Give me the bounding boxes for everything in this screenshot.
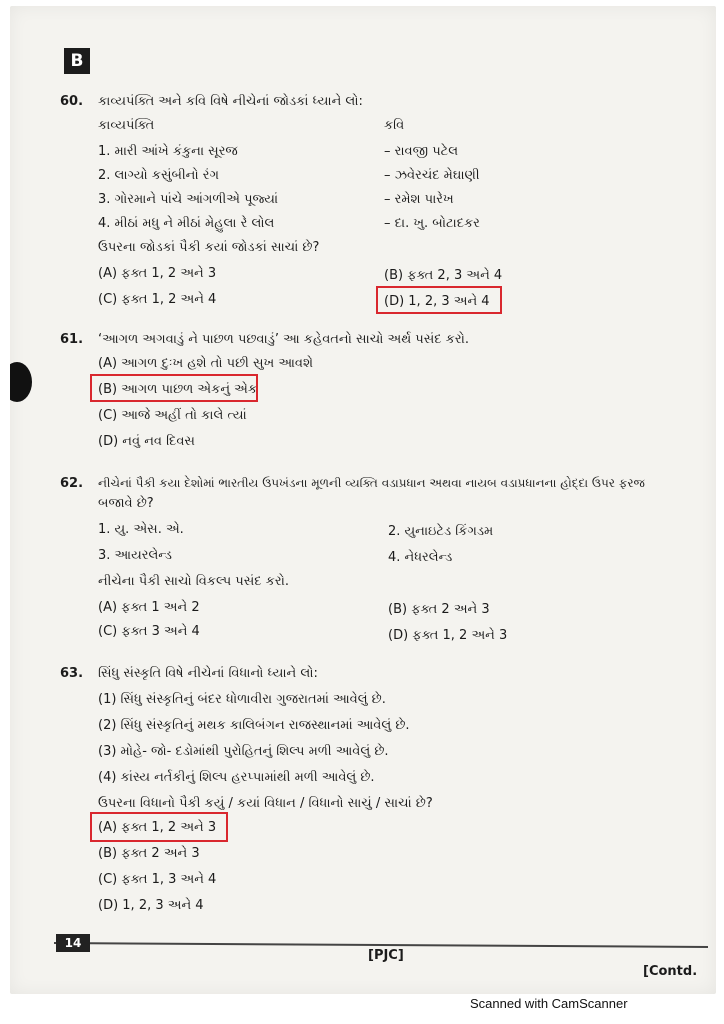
q60-text: કાવ્યપંક્તિ અને કવિ વિષે નીચેનાં જોડકાં ધ્યાને લો: — [98, 94, 363, 109]
q61-option-b[interactable]: (B) આગળ પાછળ એકનું એક — [98, 382, 258, 397]
q60-col1-head: કાવ્યપંક્તિ — [98, 118, 155, 133]
q63-text: સિંધુ સંસ્કૃતિ વિષે નીચેનાં વિધાનો ધ્યાને લો: — [98, 666, 318, 681]
q61-option-c[interactable]: (C) આજે અહીં તો કાલે ત્યાં — [98, 408, 247, 423]
q62-option-d[interactable]: (D) ફક્ત 1, 2 અને 3 — [388, 628, 508, 643]
q62-text-line2: બજાવે છે? — [98, 496, 154, 511]
q60-col2-head: કવિ — [384, 118, 405, 133]
q62-option-a[interactable]: (A) ફક્ત 1 અને 2 — [98, 600, 200, 615]
q60-line-4: 4. મીઠાં મધુ ને મીઠાં મેહુલા રે લોલ — [98, 216, 275, 231]
q60-option-c[interactable]: (C) ફક્ત 1, 2 અને 4 — [98, 292, 217, 307]
q63-answer-box — [90, 812, 228, 842]
q61-number: 61. — [60, 332, 84, 347]
q62-item-4: 4. નેધરલેન્ડ — [388, 550, 453, 565]
q63-prompt: ઉપરના વિધાનો પૈકી કયું / કયાં વિધાન / વિધાનો સાચું / સાચાં છે? — [98, 796, 433, 811]
q60-poet-4: – દા. ખુ. બોટાદકર — [384, 216, 480, 231]
q60-poet-2: – ઝવેરચંદ મેઘાણી — [384, 168, 480, 183]
q61-text: ‘આગળ અગવાડું ને પાછળ પછવાડું’ આ કહેવતનો સાચો અર્થ પસંદ કરો. — [98, 332, 469, 347]
q60-option-a[interactable]: (A) ફક્ત 1, 2 અને 3 — [98, 266, 217, 281]
q63-option-d[interactable]: (D) 1, 2, 3 અને 4 — [98, 898, 204, 913]
page-number: 14 — [56, 934, 90, 952]
section-label: B — [64, 48, 90, 74]
q63-statement-1: (1) સિંધુ સંસ્કૃતિનું બંદર ધોળાવીરા ગુજરાતમાં આવેલું છે. — [98, 692, 386, 707]
q62-prompt: નીચેના પૈકી સાચો વિકલ્પ પસંદ કરો. — [98, 574, 289, 589]
q61-option-d[interactable]: (D) નવું નવ દિવસ — [98, 434, 195, 449]
q63-statement-3: (3) મોહે- જો- દડોમાંથી પુરોહિતનું શિલ્પ મળી આવેલું છે. — [98, 744, 389, 759]
paper-code: [PJC] — [368, 948, 404, 963]
q63-statement-4: (4) કાંસ્ય નર્તકીનું શિલ્પ હરપ્પામાંથી મળી આવેલું છે. — [98, 770, 375, 785]
q63-statement-2: (2) સિંધુ સંસ્કૃતિનું મથક કાલિબંગન રાજસ્થાનમાં આવેલું છે. — [98, 718, 410, 733]
q60-poet-3: – રમેશ પારેખ — [384, 192, 454, 207]
q63-option-a[interactable]: (A) ફક્ત 1, 2 અને 3 — [98, 820, 217, 835]
q60-option-b[interactable]: (B) ફક્ત 2, 3 અને 4 — [384, 268, 503, 283]
q60-line-2: 2. લાગ્યો કસુંબીનો રંગ — [98, 168, 219, 183]
q60-poet-1: – રાવજી પટેલ — [384, 144, 459, 159]
q60-line-3: 3. ગોરમાને પાંચે આંગળીએ પૂજ્યાં — [98, 192, 279, 207]
q62-item-1: 1. યુ. એસ. એ. — [98, 522, 184, 537]
punch-hole — [10, 362, 32, 402]
exam-page — [10, 6, 716, 994]
q62-option-c[interactable]: (C) ફક્ત 3 અને 4 — [98, 624, 200, 639]
q61-answer-box — [90, 374, 258, 402]
q60-prompt: ઉપરના જોડકાં પૈકી કયાં જોડકાં સાચાં છે? — [98, 240, 320, 255]
q61-option-a[interactable]: (A) આગળ દુઃખ હશે તો પછી સુખ આવશે — [98, 356, 314, 371]
q63-option-b[interactable]: (B) ફક્ત 2 અને 3 — [98, 846, 200, 861]
q63-option-c[interactable]: (C) ફક્ત 1, 3 અને 4 — [98, 872, 217, 887]
continued-note: [Contd. — [643, 964, 698, 979]
q62-text-line1: નીચેનાં પૈકી કયા દેશોમાં ભારતીય ઉપખંડના મૂળની વ્યક્તિ વડાપ્રધાન અથવા નાયબ વડાપ્રધાનના હોદ્દા ઉપર ફરજ — [98, 476, 645, 490]
q60-option-d[interactable]: (D) 1, 2, 3 અને 4 — [384, 294, 490, 309]
q60-number: 60. — [60, 94, 84, 109]
q62-number: 62. — [60, 476, 84, 491]
q60-line-1: 1. મારી આંખે કંકુના સૂરજ — [98, 144, 238, 159]
q63-number: 63. — [60, 666, 84, 681]
q60-answer-box — [376, 286, 502, 314]
q62-option-b[interactable]: (B) ફક્ત 2 અને 3 — [388, 602, 490, 617]
q62-item-2: 2. યુનાઇટેડ કિંગડમ — [388, 524, 494, 539]
q62-item-3: 3. આયરલેન્ડ — [98, 548, 172, 563]
scanner-watermark: Scanned with CamScanner — [470, 996, 628, 1011]
